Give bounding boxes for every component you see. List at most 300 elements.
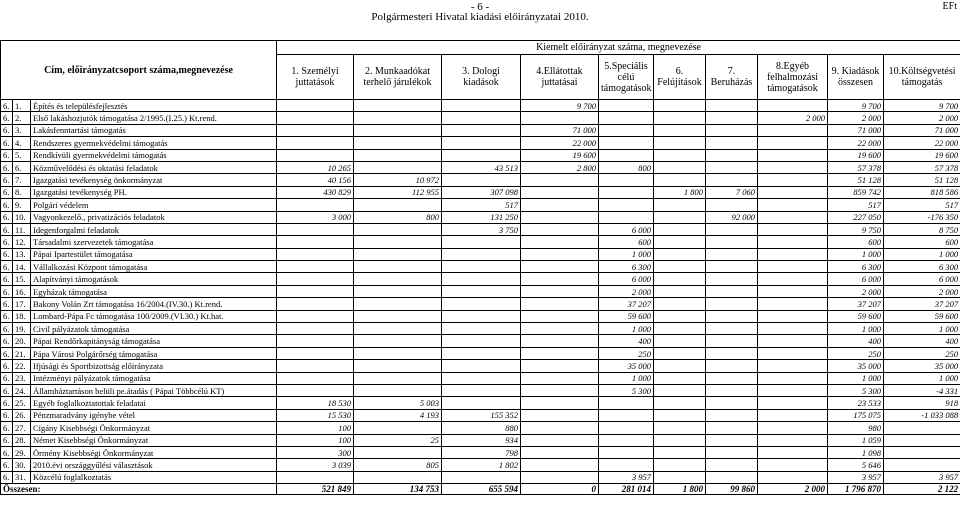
row-name: Intézményi pályázatok támogatása <box>31 372 277 384</box>
row-value-c3: 3 750 <box>442 223 521 235</box>
row-value-c4: 9 700 <box>521 100 599 112</box>
row-value-c4 <box>521 112 599 124</box>
row-value-c4 <box>521 236 599 248</box>
row-value-c9: 1 000 <box>828 372 884 384</box>
row-value-c9: 51 128 <box>828 174 884 186</box>
row-value-c5: 600 <box>599 236 654 248</box>
row-value-c9: 6 300 <box>828 261 884 273</box>
row-value-c2 <box>354 471 442 483</box>
row-item-number: 11. <box>13 223 31 235</box>
table-row <box>1 211 960 223</box>
row-value-c10: 35 000 <box>884 360 960 372</box>
table-body <box>1 100 960 484</box>
row-section-number: 6. <box>1 422 13 434</box>
row-value-c5 <box>599 199 654 211</box>
row-item-number: 3. <box>13 124 31 136</box>
row-value-c3: 131 250 <box>442 211 521 223</box>
table-row <box>1 174 960 186</box>
row-value-c10: 51 128 <box>884 174 960 186</box>
row-item-number: 20. <box>13 335 31 347</box>
row-item-number: 6. <box>13 161 31 173</box>
table-row <box>1 422 960 434</box>
table-row <box>1 310 960 322</box>
row-value-c7 <box>706 323 758 335</box>
row-item-number: 2. <box>13 112 31 124</box>
row-value-c6 <box>654 422 706 434</box>
row-value-c8 <box>758 298 828 310</box>
row-value-c8 <box>758 422 828 434</box>
row-value-c10: 2 000 <box>884 285 960 297</box>
row-value-c6 <box>654 471 706 483</box>
row-value-c7 <box>706 161 758 173</box>
row-value-c2: 10 972 <box>354 174 442 186</box>
header-c1: 1. Személyi juttatások <box>277 55 354 100</box>
row-item-number: 31. <box>13 471 31 483</box>
row-value-c7 <box>706 347 758 359</box>
table-row <box>1 446 960 458</box>
row-value-c9: 1 000 <box>828 323 884 335</box>
row-value-c2 <box>354 360 442 372</box>
row-value-c2 <box>354 384 442 396</box>
row-value-c4 <box>521 323 599 335</box>
row-value-c8 <box>758 384 828 396</box>
row-value-c8 <box>758 273 828 285</box>
row-value-c8 <box>758 323 828 335</box>
row-value-c10 <box>884 422 960 434</box>
row-section-number: 6. <box>1 409 13 421</box>
table-row <box>1 434 960 446</box>
row-value-c10 <box>884 459 960 471</box>
row-value-c4 <box>521 273 599 285</box>
row-value-c6 <box>654 459 706 471</box>
row-section-number: 6. <box>1 323 13 335</box>
row-value-c1: 300 <box>277 446 354 458</box>
row-value-c6 <box>654 310 706 322</box>
row-item-number: 14. <box>13 261 31 273</box>
row-value-c4 <box>521 459 599 471</box>
row-value-c7 <box>706 100 758 112</box>
row-value-c3 <box>442 335 521 347</box>
row-item-number: 21. <box>13 347 31 359</box>
row-value-c7 <box>706 273 758 285</box>
row-value-c4 <box>521 446 599 458</box>
row-value-c5: 400 <box>599 335 654 347</box>
table-row <box>1 261 960 273</box>
row-value-c2 <box>354 323 442 335</box>
row-value-c3 <box>442 384 521 396</box>
row-name: Lombard-Pápa Fc támogatása 100/2009.(VI.30.) Kt.hat. <box>31 310 277 322</box>
row-value-c5 <box>599 211 654 223</box>
row-item-number: 5. <box>13 149 31 161</box>
row-value-c1: 18 530 <box>277 397 354 409</box>
row-value-c6 <box>654 446 706 458</box>
row-value-c2 <box>354 310 442 322</box>
row-section-number: 6. <box>1 298 13 310</box>
row-item-number: 1. <box>13 100 31 112</box>
header-c4: 4.Ellátottak juttatásai <box>521 55 599 100</box>
row-value-c4 <box>521 347 599 359</box>
row-value-c1 <box>277 100 354 112</box>
row-value-c5: 3 957 <box>599 471 654 483</box>
row-value-c1: 100 <box>277 422 354 434</box>
row-value-c10: 6 000 <box>884 273 960 285</box>
row-value-c1 <box>277 124 354 136</box>
row-value-c1 <box>277 298 354 310</box>
row-value-c3: 1 802 <box>442 459 521 471</box>
table-row <box>1 459 960 471</box>
row-value-c3 <box>442 248 521 260</box>
row-value-c9: 71 000 <box>828 124 884 136</box>
row-item-number: 24. <box>13 384 31 396</box>
row-section-number: 6. <box>1 261 13 273</box>
row-value-c2 <box>354 236 442 248</box>
row-item-number: 12. <box>13 236 31 248</box>
row-section-number: 6. <box>1 384 13 396</box>
row-value-c6 <box>654 112 706 124</box>
row-value-c5 <box>599 137 654 149</box>
row-name: Vagyonkezelő., privatizációs feladatok <box>31 211 277 223</box>
row-section-number: 6. <box>1 211 13 223</box>
row-item-number: 27. <box>13 422 31 434</box>
row-value-c10: 8 750 <box>884 223 960 235</box>
row-value-c5: 1 000 <box>599 323 654 335</box>
row-name: Német Kisebbségi Önkormányzat <box>31 434 277 446</box>
row-value-c4 <box>521 186 599 198</box>
header-c7: 7. Beruházás <box>706 55 758 100</box>
row-value-c6 <box>654 149 706 161</box>
row-name: Igazgatási tevékenység PH. <box>31 186 277 198</box>
row-item-number: 4. <box>13 137 31 149</box>
row-section-number: 6. <box>1 149 13 161</box>
row-value-c6 <box>654 161 706 173</box>
row-value-c2 <box>354 261 442 273</box>
row-value-c6 <box>654 248 706 260</box>
row-value-c7 <box>706 124 758 136</box>
row-value-c9: 227 050 <box>828 211 884 223</box>
row-value-c10: -1 033 088 <box>884 409 960 421</box>
row-value-c2 <box>354 347 442 359</box>
row-item-number: 9. <box>13 199 31 211</box>
row-value-c4 <box>521 409 599 421</box>
row-value-c9: 37 207 <box>828 298 884 310</box>
row-value-c9: 600 <box>828 236 884 248</box>
header-c3: 3. Dologi kiadások <box>442 55 521 100</box>
row-value-c2 <box>354 149 442 161</box>
row-value-c1 <box>277 261 354 273</box>
row-name: Építés és településfejlesztés <box>31 100 277 112</box>
row-value-c9: 1 059 <box>828 434 884 446</box>
row-value-c9: 250 <box>828 347 884 359</box>
row-value-c5: 37 207 <box>599 298 654 310</box>
row-value-c4 <box>521 199 599 211</box>
row-value-c7 <box>706 372 758 384</box>
row-name: Pápa Városi Polgárőrség támogatása <box>31 347 277 359</box>
row-section-number: 6. <box>1 112 13 124</box>
row-value-c4 <box>521 174 599 186</box>
row-value-c5 <box>599 422 654 434</box>
row-value-c7 <box>706 112 758 124</box>
row-value-c4 <box>521 285 599 297</box>
total-c3: 655 594 <box>442 484 521 495</box>
row-name: Idegenforgalmi feladatok <box>31 223 277 235</box>
table-row <box>1 223 960 235</box>
row-value-c3 <box>442 323 521 335</box>
row-value-c4 <box>521 211 599 223</box>
row-value-c1 <box>277 199 354 211</box>
row-section-number: 6. <box>1 124 13 136</box>
row-value-c10: 250 <box>884 347 960 359</box>
table-row <box>1 372 960 384</box>
row-value-c3 <box>442 372 521 384</box>
row-value-c1: 15 530 <box>277 409 354 421</box>
row-value-c3: 43 513 <box>442 161 521 173</box>
table-row <box>1 248 960 260</box>
row-value-c1 <box>277 384 354 396</box>
row-value-c8 <box>758 310 828 322</box>
header-name: Cím, előirányzatcsoport száma,megnevezése <box>1 41 277 100</box>
row-value-c6 <box>654 124 706 136</box>
row-value-c2 <box>354 422 442 434</box>
row-section-number: 6. <box>1 248 13 260</box>
row-value-c8 <box>758 471 828 483</box>
total-c1: 521 849 <box>277 484 354 495</box>
row-section-number: 6. <box>1 285 13 297</box>
row-value-c3 <box>442 100 521 112</box>
row-value-c4 <box>521 360 599 372</box>
row-value-c2 <box>354 335 442 347</box>
row-value-c1 <box>277 236 354 248</box>
row-item-number: 16. <box>13 285 31 297</box>
row-value-c7 <box>706 335 758 347</box>
row-value-c9: 5 300 <box>828 384 884 396</box>
row-value-c6 <box>654 285 706 297</box>
row-value-c5 <box>599 112 654 124</box>
row-section-number: 6. <box>1 236 13 248</box>
row-value-c3 <box>442 149 521 161</box>
table-row <box>1 186 960 198</box>
table-row <box>1 236 960 248</box>
row-value-c2 <box>354 298 442 310</box>
row-section-number: 6. <box>1 335 13 347</box>
row-section-number: 6. <box>1 397 13 409</box>
row-value-c3: 934 <box>442 434 521 446</box>
row-section-number: 6. <box>1 161 13 173</box>
row-value-c1 <box>277 323 354 335</box>
row-value-c9: 5 646 <box>828 459 884 471</box>
row-value-c8 <box>758 335 828 347</box>
row-item-number: 13. <box>13 248 31 260</box>
row-value-c2 <box>354 223 442 235</box>
row-value-c9: 22 000 <box>828 137 884 149</box>
row-value-c8 <box>758 174 828 186</box>
total-c6: 1 800 <box>654 484 706 495</box>
page-title: Polgármesteri Hivatal kiadási előirányzatai 2010. <box>371 11 589 23</box>
row-name: 2010.évi országgyűlési választások <box>31 459 277 471</box>
row-value-c5: 6 000 <box>599 273 654 285</box>
row-name: Lakásfenntartási támogatás <box>31 124 277 136</box>
row-value-c2 <box>354 372 442 384</box>
row-value-c8 <box>758 211 828 223</box>
table-row <box>1 100 960 112</box>
row-name: Rendszeres gyermekvédelmi támogatás <box>31 137 277 149</box>
row-name: Társadalmi szervezetek támogatása <box>31 236 277 248</box>
row-value-c9: 2 000 <box>828 112 884 124</box>
row-value-c7 <box>706 459 758 471</box>
row-value-c7 <box>706 446 758 458</box>
row-name: Államháztartáson belüli pe.átadás ( Pápai Többcélú KT) <box>31 384 277 396</box>
row-value-c6 <box>654 397 706 409</box>
row-value-c8 <box>758 248 828 260</box>
total-c10: 2 122 <box>884 484 960 495</box>
row-value-c10: 71 000 <box>884 124 960 136</box>
row-value-c8 <box>758 434 828 446</box>
row-name: Első lakáshozjutók támogatása 2/1995.(I.25.) Kt.rend. <box>31 112 277 124</box>
row-value-c2: 805 <box>354 459 442 471</box>
row-value-c1: 3 000 <box>277 211 354 223</box>
row-value-c2 <box>354 112 442 124</box>
row-value-c8: 2 000 <box>758 112 828 124</box>
header-c9: 9. Kiadások összesen <box>828 55 884 100</box>
row-value-c9: 400 <box>828 335 884 347</box>
row-value-c9: 6 000 <box>828 273 884 285</box>
row-value-c8 <box>758 372 828 384</box>
row-value-c8 <box>758 261 828 273</box>
row-value-c7 <box>706 471 758 483</box>
row-item-number: 23. <box>13 372 31 384</box>
row-value-c8 <box>758 360 828 372</box>
row-name: Igazgatási tevékenység önkormányzat <box>31 174 277 186</box>
row-section-number: 6. <box>1 273 13 285</box>
row-value-c6 <box>654 335 706 347</box>
row-value-c7: 92 000 <box>706 211 758 223</box>
row-value-c4 <box>521 397 599 409</box>
row-section-number: 6. <box>1 471 13 483</box>
row-value-c8 <box>758 236 828 248</box>
table-row <box>1 273 960 285</box>
row-value-c7 <box>706 397 758 409</box>
row-value-c2 <box>354 161 442 173</box>
row-value-c10: 57 378 <box>884 161 960 173</box>
row-value-c5 <box>599 124 654 136</box>
row-value-c6 <box>654 236 706 248</box>
row-value-c3 <box>442 285 521 297</box>
row-value-c5: 6 300 <box>599 261 654 273</box>
row-value-c9: 59 600 <box>828 310 884 322</box>
row-section-number: 6. <box>1 360 13 372</box>
row-value-c4 <box>521 298 599 310</box>
row-item-number: 22. <box>13 360 31 372</box>
table-row <box>1 112 960 124</box>
row-value-c4 <box>521 372 599 384</box>
row-value-c5 <box>599 100 654 112</box>
table-row <box>1 397 960 409</box>
row-value-c3: 880 <box>442 422 521 434</box>
row-value-c5: 6 000 <box>599 223 654 235</box>
row-value-c8 <box>758 347 828 359</box>
row-value-c3 <box>442 471 521 483</box>
row-value-c1: 3 039 <box>277 459 354 471</box>
row-value-c2 <box>354 248 442 260</box>
row-value-c6 <box>654 199 706 211</box>
row-name: Pápai Ipartestület támogatása <box>31 248 277 260</box>
row-value-c7 <box>706 360 758 372</box>
row-item-number: 25. <box>13 397 31 409</box>
row-value-c3 <box>442 174 521 186</box>
row-value-c7 <box>706 236 758 248</box>
row-value-c1: 430 829 <box>277 186 354 198</box>
row-value-c4 <box>521 261 599 273</box>
row-value-c8 <box>758 100 828 112</box>
row-value-c2: 4 193 <box>354 409 442 421</box>
row-value-c2 <box>354 199 442 211</box>
row-value-c1 <box>277 372 354 384</box>
row-value-c5: 800 <box>599 161 654 173</box>
row-value-c5 <box>599 459 654 471</box>
row-value-c6 <box>654 174 706 186</box>
row-value-c7 <box>706 137 758 149</box>
row-value-c5: 5 300 <box>599 384 654 396</box>
row-section-number: 6. <box>1 310 13 322</box>
total-row <box>1 484 960 495</box>
total-c2: 134 753 <box>354 484 442 495</box>
row-value-c9: 175 075 <box>828 409 884 421</box>
row-value-c1 <box>277 149 354 161</box>
row-value-c10: -176 350 <box>884 211 960 223</box>
row-item-number: 18. <box>13 310 31 322</box>
row-value-c8 <box>758 149 828 161</box>
table-row <box>1 471 960 483</box>
row-value-c1 <box>277 310 354 322</box>
row-value-c9: 9 750 <box>828 223 884 235</box>
row-value-c3 <box>442 360 521 372</box>
row-value-c6 <box>654 372 706 384</box>
header-c6: 6. Felújítások <box>654 55 706 100</box>
row-value-c4 <box>521 384 599 396</box>
row-value-c3 <box>442 347 521 359</box>
row-value-c8 <box>758 285 828 297</box>
header-c8: 8.Egyéb felhalmozási támogatások <box>758 55 828 100</box>
row-section-number: 6. <box>1 446 13 458</box>
row-name: Cigány Kisebbségi Önkormányzat <box>31 422 277 434</box>
page-number: - 6 - <box>470 1 490 13</box>
row-section-number: 6. <box>1 137 13 149</box>
row-name: Közművelődési és oktatási feladatok <box>31 161 277 173</box>
row-item-number: 15. <box>13 273 31 285</box>
row-value-c9: 859 742 <box>828 186 884 198</box>
row-value-c4: 19 600 <box>521 149 599 161</box>
row-value-c8 <box>758 161 828 173</box>
row-value-c9: 57 378 <box>828 161 884 173</box>
row-item-number: 7. <box>13 174 31 186</box>
row-value-c8 <box>758 137 828 149</box>
row-value-c6 <box>654 100 706 112</box>
row-value-c10: 2 000 <box>884 112 960 124</box>
row-item-number: 29. <box>13 446 31 458</box>
row-value-c3 <box>442 261 521 273</box>
row-value-c8 <box>758 124 828 136</box>
row-value-c5: 1 000 <box>599 248 654 260</box>
row-item-number: 17. <box>13 298 31 310</box>
row-value-c3 <box>442 236 521 248</box>
row-value-c2 <box>354 137 442 149</box>
row-value-c7: 7 060 <box>706 186 758 198</box>
row-value-c6 <box>654 211 706 223</box>
unit-label: EFt <box>942 1 957 12</box>
row-value-c4 <box>521 422 599 434</box>
row-value-c10 <box>884 446 960 458</box>
row-value-c2: 5 003 <box>354 397 442 409</box>
row-value-c10: 22 000 <box>884 137 960 149</box>
